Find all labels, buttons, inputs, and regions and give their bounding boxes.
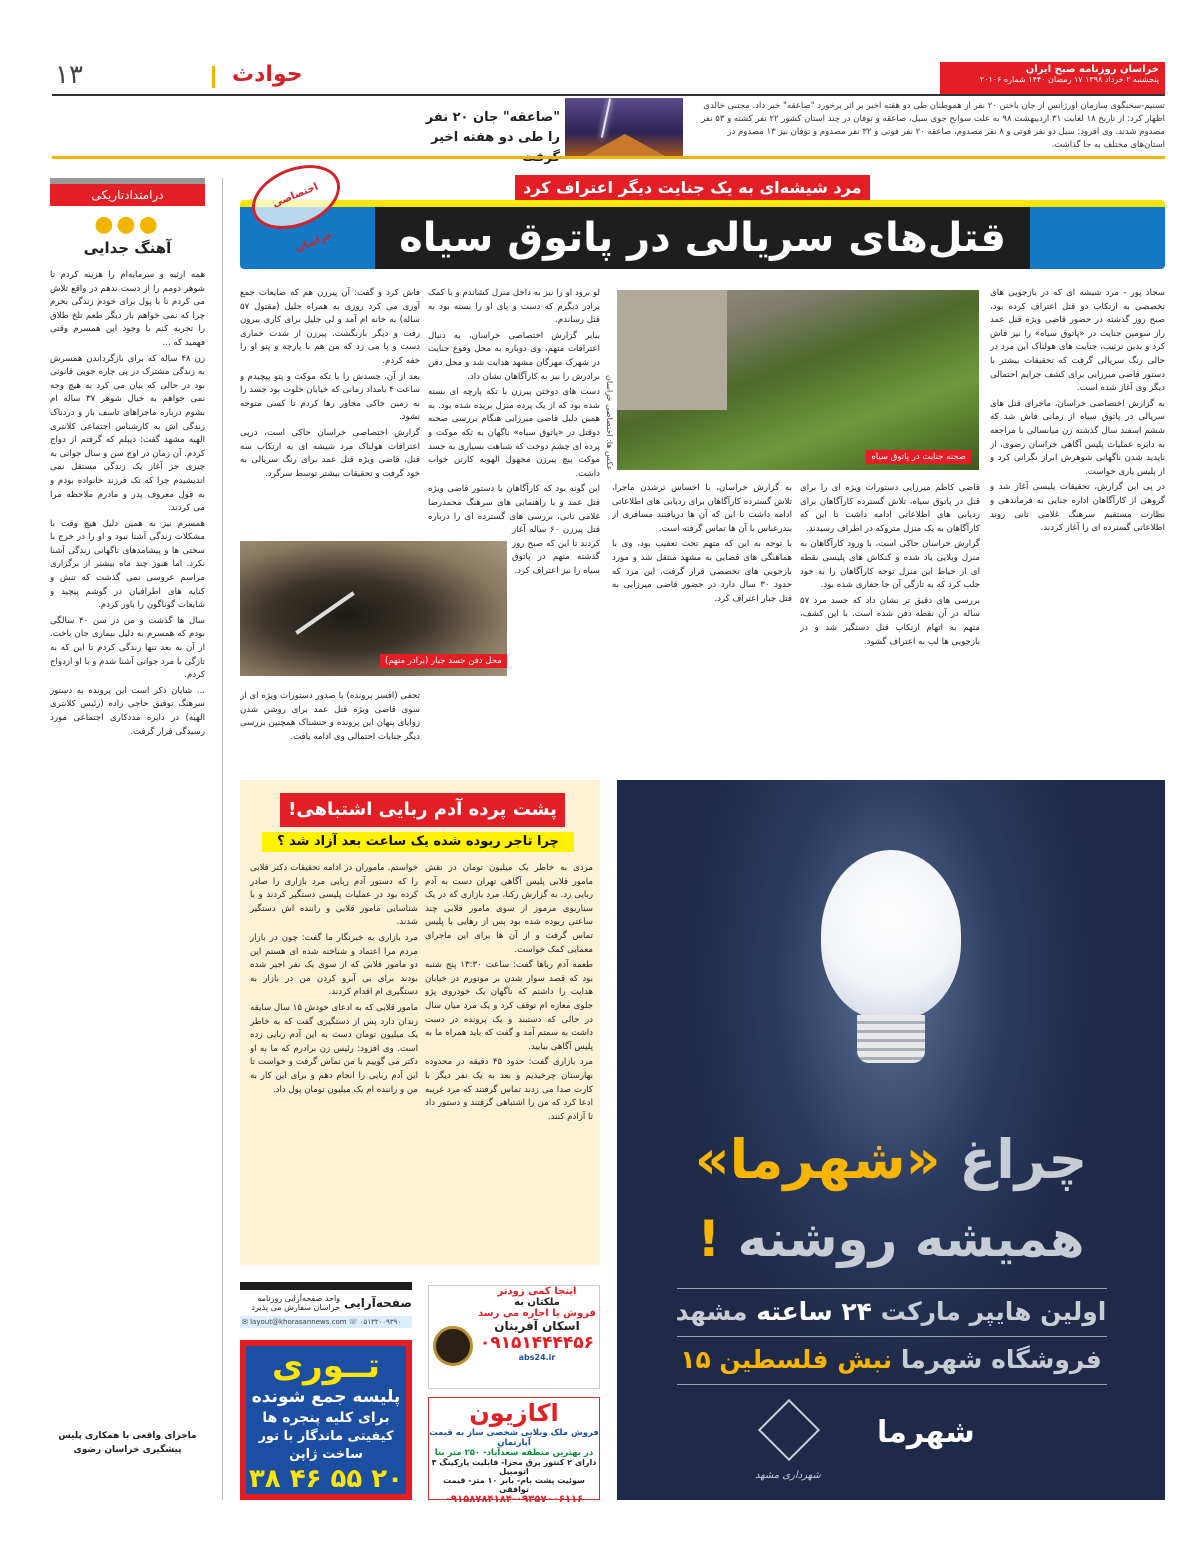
paragraph: مامور قلابی که به ادعای خودش ۱۵ سال سابقه زندان دارد پس از دستگیری گفت که به خاطر یک میلیون تومان دست به این آدم ربایی زده است. وی افزود: رئیس زن برادرم که ما به او دکتر می گوییم با من تماس گرفت و خواست تا این آدم ربایی را انجام دهم و برای این کار به من و راننده ام یک میلیون تومان پول داد. <box>250 1002 418 1095</box>
section-title: حوادث <box>232 62 303 87</box>
askan-name: اسکان آفرینان <box>494 1319 580 1333</box>
shahrma-advertisement[interactable] <box>617 780 1165 1500</box>
shahrma-logo: شهرما <box>877 1415 975 1450</box>
paragraph: قاضی کاظم میرزایی دستورات ویژه ای را برای قتل در پاتوق سیاه، تلاش گسترده کارآگاهان برای ردیابی های اطلاعاتی ادامه داشت تا این که کارآگاهان به یک منزل متروکه در اطراف رسیدند. <box>800 483 980 534</box>
paragraph: به گزارش اختصاصی خراسان، ماجرای قتل های سریالی در پاتوق سیاه از زمانی فاش شد که ششم اسفند سال گذشته زن میانسالی با مراجعه به دایره عملیات پلیس آگاهی خراسان رضوی، از ناپدید شدن ناگهانی شوهرش ابراز نگرانی کرد و از پلیس یاری خواست. <box>990 398 1165 477</box>
lightbulb-icon <box>821 850 961 1020</box>
sidebar-column <box>50 178 205 1500</box>
tory-line-2: برای کلیه پنجره ها <box>262 1410 390 1426</box>
akazion-ad[interactable] <box>428 1397 600 1505</box>
askan-ad[interactable] <box>428 1285 600 1389</box>
akazion-line-1: فروش ملک ویلایی شخصی ساز به قیمت آپارتمان <box>429 1428 599 1448</box>
paragraph: خواستم. ماموران در ادامه تحقیقات دکتر قلابی را که دستور آدم ربایی مرد بازاری را صادر کرده بود در عملیات پلیسی دستگیر کردند و با شناسایی مامور قلابی و راننده اش دستگیر شدند. <box>250 863 418 928</box>
layout-contact <box>240 1316 412 1328</box>
layout-title: صفحه‌آرایی <box>344 1296 412 1310</box>
paragraph: در پی این گزارش، تحقیقات پلیسی آغاز شد و گروهی از کارآگاهان اداره جنایی به فرماندهی و نظارت مستقیم سرهنگ غلامی تانی روند اطلاعاتی گسترده ای را آغاز کردند. <box>990 482 1165 534</box>
article-column-4 <box>428 287 600 765</box>
paragraph: سجاد پور - مرد شیشه ای که در بازجویی های تخصصی به ارتکاب دو قتل اعتراف کرده بود، صبح روز گذشته در حضور قاضی ویژه قتل عمد راز سومین جنایت در «پاتوق سیاه» را نیز فاش کرد و بدین ترتیب، جنایت های هولناک این مرد در حالی رنگ سریالی گرفت که تحقیقات بیشتر با دستور قاضی میرزایی برای کشف جرایم احتمالی دیگر وی آغاز شده است. <box>990 288 1165 394</box>
brief-title: "صاعقه" جان ۲۰ نفر را طی دو هفته اخیر <box>425 110 560 145</box>
paragraph: همسرم نیز به همین دلیل هیچ وقت با مشکلات زندگی آشنا نبود و او را در خرج با سختی ها و پیشامدهای ناگهانی زندگی آشنا نکرد. اما هنوز چند ماه بیشتر از برگزاری مراسم عروسی نمی گذشت که تنش و کنایه های اطرافیان در گوشم پیچید و شایعات گوناگون را باور کردم. <box>50 518 205 611</box>
lightbulb-base <box>857 1015 925 1063</box>
layout-email[interactable]: layout@khorasannews.com <box>250 1318 347 1326</box>
akazion-phone: ۰۹۱۵۸۷۸۴۱۸۴-۰۹۳۵۷۰۰۶۱۱۶ <box>444 1494 584 1505</box>
ad-text: همیشه روشنه <box>737 1210 1085 1268</box>
akazion-line-2: در بهترین منطقه سعدآباد- ۲۵۰ متر بنا <box>434 1448 594 1458</box>
layout-service-ad[interactable] <box>240 1282 412 1334</box>
signature-line-2: پیشگیری خراسان رضوی <box>73 1445 182 1455</box>
paragraph: مردی به خاطر یک میلیون تومان در نقش مامور قلابی پلیس آگاهی تهران دست به آدم ربایی زد. به گزارش رکنا، مرد بازاری که در یک سناریوی مرموز از سوی مامور قلابی چند ساعتی ربوده شده بود پس از رهایی با پلیس تماس گرفت و از آن ها برای این ماجرای معمایی کمک خواست. <box>425 863 593 955</box>
paragraph: بررسی های دقیق تر نشان داد که جسد مرد ۵۷ ساله در آن نقطه دفن شده است. با این کشف، متهم به اتهام ارتکاب قتل دستگیر شد و در بازجویی ها لب به اعتراف گشود. <box>800 595 980 647</box>
layout-desc: واحد صفحه‌آرایی روزنامه خراسان سفارش می پذیرد <box>251 1294 341 1312</box>
second-article-column-1 <box>425 862 593 1257</box>
ad-line-4 <box>617 1345 1165 1374</box>
photo-caption: صحنه جنایت در پاتوق سیاه <box>866 450 971 464</box>
askan-line-1: اینجا کمی زودتر <box>497 1286 577 1297</box>
crime-scene-photo <box>617 290 979 470</box>
article-column-1 <box>990 287 1165 765</box>
second-article-title: پشت پرده آدم ربایی اشتباهی! <box>280 793 565 827</box>
paragraph: با توجه به این که متهم تحت تعقیب بود، وی با هماهنگی های قضایی به مشهد منتقل شد و مورد بازجویی های تخصصی قرار گرفت. این مرد که حدود ۳۰ سال دارد در حضور قاضی میرزایی به قتل جبار اعتراف کرد. <box>612 539 792 604</box>
ad-line-1 <box>617 1128 1165 1191</box>
paragraph: به گزارش خراسان، با احساس ترشدن ماجرا، تلاش گسترده کارآگاهان برای ردیابی های اطلاعاتی ادامه داشت تا این که آن ها دریافتند مسافری از بندرعباس با آن ها تماس گرفته است. <box>612 483 792 534</box>
paragraph: گزارش خراسان حاکی است، با ورود کارآگاهان به منزل ویلایی یاد شده و کنکاش های پلیسی نقطه ای از حیاط این منزل توجه کارآگاهان را به خود جلب کرد که به تازگی آن جا حفاری شده بود. <box>800 539 980 591</box>
second-article-subtitle: چرا تاجر ربوده شده یک ساعت بعد آزاد شد ؟ <box>262 832 574 852</box>
article-kicker: مرد شیشه‌ای به یک جنایت دیگر اعتراف کرد <box>515 175 870 201</box>
yellow-divider <box>52 156 1165 159</box>
ad-text: فروشگاه شهرما <box>900 1345 1102 1374</box>
paragraph: تجفی (افسر پرونده) با صدور دستورات ویژه ای از سوی قاضی ویژه قتل عمد برای روشن شدن زوایای پنهان این پرونده و حتشناک همچنین بررسی دیگر جنایات احتمالی وی ادامه یافت. <box>240 691 420 742</box>
paragraph: زن ۴۸ ساله که برای بازگرداندن همسرش به زندگی مشترک در پی چاره جویی قانونی بود در حالی که بیان می کرد به هیچ وجه نمی خواهم به خیال شوهر ۳۷ ساله ام بشوم درباره ماجراهای تاسف بار و دردناک زندگی اش به کارشناس اجتماعی کلانتری الهیه مشهد گفت: دیپلم که گرفتم از دواج کردم. آن زمان در اوج سن و سال جوانی به چیزی جز آغاز یک زندگی مستقل نمی اندیشیدم چرا که تک فرزند خانواده بودم و به قول معروف پدر و مادرم ملاحظه مرا می کردند. <box>50 353 205 514</box>
akazion-line-4: سوئیت پشت بام- بابر ۱۰ متر- قیمت توافقی <box>443 1476 585 1494</box>
sidebar-header: درامتدادتاریکی <box>50 178 205 206</box>
logo-name: خراسان روزنامه صبح ایران <box>1025 64 1159 75</box>
paragraph: گزارش اختصاصی خراسان حاکی است، درپی اعترافات هولناک مرد شیشه ای به ارتکاب سه قتل، قاضی ویژه قتل عمد برای رنگ سریالی به خود گرفت و تحقیقات بیشتر توسط سرگرد. <box>240 427 420 479</box>
mail-icon: ✉ <box>242 1318 248 1326</box>
tory-line-1: پلیسه جمع شونده <box>251 1387 401 1407</box>
page-number: ۱۳ <box>55 60 83 90</box>
municipality-emblem-icon <box>758 1399 820 1461</box>
sidebar-title: آهنگ جدایی <box>83 239 172 257</box>
ad-exclamation: ! <box>697 1210 721 1268</box>
akazion-title: اکازیون <box>469 1399 559 1427</box>
ad-divider <box>677 1336 1107 1337</box>
photo-credit: عکس ها: اختصاصی خراسان <box>605 374 614 470</box>
sidebar-body <box>50 269 205 1429</box>
header-rule <box>52 94 1165 96</box>
article-headline: قتل‌های سریالی در پاتوق سیاه <box>375 207 1030 269</box>
section-divider <box>212 66 215 88</box>
column-divider <box>222 178 223 1500</box>
article-column-3 <box>612 482 792 765</box>
ad-text: چراغ <box>959 1128 1088 1191</box>
phone-icon: ☏ <box>348 1318 358 1326</box>
paragraph: بعد از آن، جسدش را با تکه موکت و پتو پیچیدم و ساعت ۴ بامداد زمانی که خیابان خلوت بود جسد را به زمین خاکی مجاور رها کردم تا کسی متوجه نشود. <box>240 371 420 423</box>
article-column-5-end <box>240 690 420 765</box>
signature-line-1: ماجرای واقعی با همکاری پلیس <box>58 1431 197 1441</box>
ad-divider <box>677 1384 1107 1385</box>
article-column-2 <box>800 482 980 765</box>
tory-ad[interactable] <box>240 1340 412 1500</box>
paragraph: دست های دوختن پیرزن با تکه پارچه ای بسته شده بود که از یک پرده منزل بریده شده بود. به همین دلیل قاضی میرزایی هنگام بررسی صحنه دوقتل در «پاتوق سیاه» ناگهان به تکه موکت و پرده ای چشم دوخت که شباهت بسیاری به جسد موکت پیچ پیرزن مجهول الهویه کارتن خواب داشت. <box>428 387 600 479</box>
ad-text: مشهد <box>675 1297 748 1326</box>
photo-caption: محل دفن جسد جبار (برادر متهم) <box>380 654 507 668</box>
dots-ornament: ●●● <box>94 212 161 237</box>
paragraph: سال ها گذشت و من در سن ۴۰ سالگی بودم که همسرم به دلیل بیماری جان باخت. از آن به بعد تنها زندگی کردم تا این که به تازگی با مرد جوانی آشنا شدم و با او ازدواج کردم. <box>50 615 205 681</box>
newspaper-logo <box>940 62 1165 94</box>
paragraph: فاش کرد و گفت: آن پیرزن هم که ضایعات جمع آوری می کرد روزی به همراه جلیل (مقتول ۵۷ ساله) به خانه ام آمد و لی جلیل برای کاری بیرون رفت و دیگر بازنگشت. پیرزن از شدت خماری دست و پا می زد که من هم با پارچه و پتو او را خفه کردم. <box>240 288 420 366</box>
burial-site-photo <box>240 541 507 676</box>
ad-text: ۲۴ ساعته <box>756 1297 872 1326</box>
ad-line-2 <box>617 1210 1165 1268</box>
municipality-label: شهرداری مشهد <box>755 1470 821 1481</box>
tory-line-3: کیفیتی ماندگار با تور ساخت ژاپن <box>258 1429 394 1462</box>
ad-divider <box>677 1288 1107 1289</box>
gold-seal-icon <box>433 1326 473 1366</box>
article-column-5 <box>240 287 420 537</box>
ad-line-3 <box>617 1297 1165 1326</box>
paragraph: همه ارثیه و سرمایه‌ام را هزینه کردم تا شوهر دومم را از دست ندهم در واقع تلاش می کردم تا با پول برای خودم زندگی بخرم چرا که نمی خواهم بار دیگر طعم تلخ طلاق را تجربه کنم با وجود این همسرم وقتی فهمید که ... <box>50 270 205 348</box>
paragraph: مرد بازاری گفت: حدود ۴۵ دقیقه در محدوده بهارستان چرخیدیم و بعد به یک نفر دیگر با کارت صدا می زدند تماس گرفتند که مرد غریبه ادعا کرد که من را اشتباهی گرفتند و دستور داد تا آزادم کنند. <box>425 1057 593 1122</box>
layout-phone: ۰۵۱۳۲۰۰۹۳۹۰ <box>359 1318 402 1326</box>
second-article-column-2 <box>250 862 418 1257</box>
tory-title: تــوری <box>271 1346 381 1386</box>
ad-brand-text: «شهرما» <box>694 1128 941 1191</box>
ad-text: اولین هایپر مارکت <box>880 1297 1107 1326</box>
date-line: پنجشنبه ۲ خرداد ۱۳۹۸ ۱۷ رمضان ۱۴۴۰ شماره ۲۰۱۰۶ <box>979 75 1159 84</box>
paragraph: طعمه آدم رباها گفت: ساعت ۱۳:۳۰ پنج شنبه بود که قصد سوار شدن بر موتورم در خیابان هدایت را داشتم که ناگهان یک خودروی پژو جلوی مغازه ام توقف کرد و یک مرد میان سال در حالی که دستبند و یک پرونده در دست داشت به سمتم آمد و گفت که باید همراه ما به پلیس آگاهی بیایید. <box>425 960 593 1052</box>
akazion-line-3: دارای ۲ کنتور برق مجزا- قابلیت پارکینگ ۳ اتومبیل <box>431 1458 597 1476</box>
ad-address: نبش فلسطین ۱۵ <box>680 1345 893 1374</box>
exclusive-stamp: اختصاصی خراسان <box>242 153 349 241</box>
paragraph: لو برود او را نیز به داخل منزل کشاندم و با کمک برادر دیگرم که دست و پای او را بسته بود به قتل رساندم. <box>428 288 600 326</box>
paragraph: ... شایان ذکر است این پرونده به دستور سرهنگ توفیق حاجی زاده (رئیس کلانتری الهیه) در دایره مددکاری اجتماعی مورد رسیدگی قرار گرفت. <box>50 685 205 737</box>
askan-line-2: ملکتان به <box>514 1297 560 1308</box>
paragraph: بنابر گزارش اختصاصی خراسان، به دنبال اعترافات متهم، وی دوباره به محل وقوع جنایت در شهرک مهرگان مشهد هدایت شد و محل دفن برادرش را نیز به کارآگاهان نشان داد. <box>428 330 600 382</box>
askan-line-3: فروش یا اجاره می رسد <box>478 1308 596 1319</box>
lightning-photo <box>565 98 683 156</box>
paragraph: این گونه بود که کارآگاهان با دستور قاضی ویژه قتل عمد و با راهنمایی های سرهنگ محمدرضا غلامی تانی، بررسی های گسترده ای را درباره قتل پیرزن ۶۰ ساله آغاز کردند تا این که صبح روز گذشته متهم در پاتوق سیاه را نیز اعتراف کرد. <box>428 484 600 576</box>
paragraph: مرد بازاری به خبرنگار ما گفت: چون در بازار مردم مرا اعتماد و شناخته شده ای هستم این دو مامور قلابی که از سوی یک نفر اجیر شده بودند برای بی آبرو کردن من در بازار به دستگیری ام اقدام کردند. <box>250 932 418 998</box>
brief-body: تسنیم-سخنگوی سازمان اورژانس از جان باختن ۲۰ نفر از هموطنان طی دو هفته اخیر بر اثر برخورد "صاعقه" خبر داد. مجتبی خالدی اظهار کرد: از تاریخ ۱۸ لغایت ۳۱ اردیبهشت ۹۸ به علت سوانح جوی سیل، صاعقه و توفان در چند استان کشور ۲۲ نفر کشته و ۵۳ نفر مصدوم شدند. وی افزود: سیل دو نفر فوتی و ۸ نفر مصدوم، صاعقه ۲۰ نفر فوتی و ۳۲ نفر مصدوم و توفان نیز ۱۳ مصدوم در استان‌های مختلف به جا گذاشت. <box>701 101 1165 150</box>
askan-phone: ۰۹۱۵۱۴۴۴۴۵۶ <box>479 1333 595 1353</box>
tory-phone: ۳۸ ۴۶ ۵۵ ۲۰ <box>248 1464 404 1494</box>
askan-website[interactable]: abs24.ir <box>518 1353 556 1362</box>
